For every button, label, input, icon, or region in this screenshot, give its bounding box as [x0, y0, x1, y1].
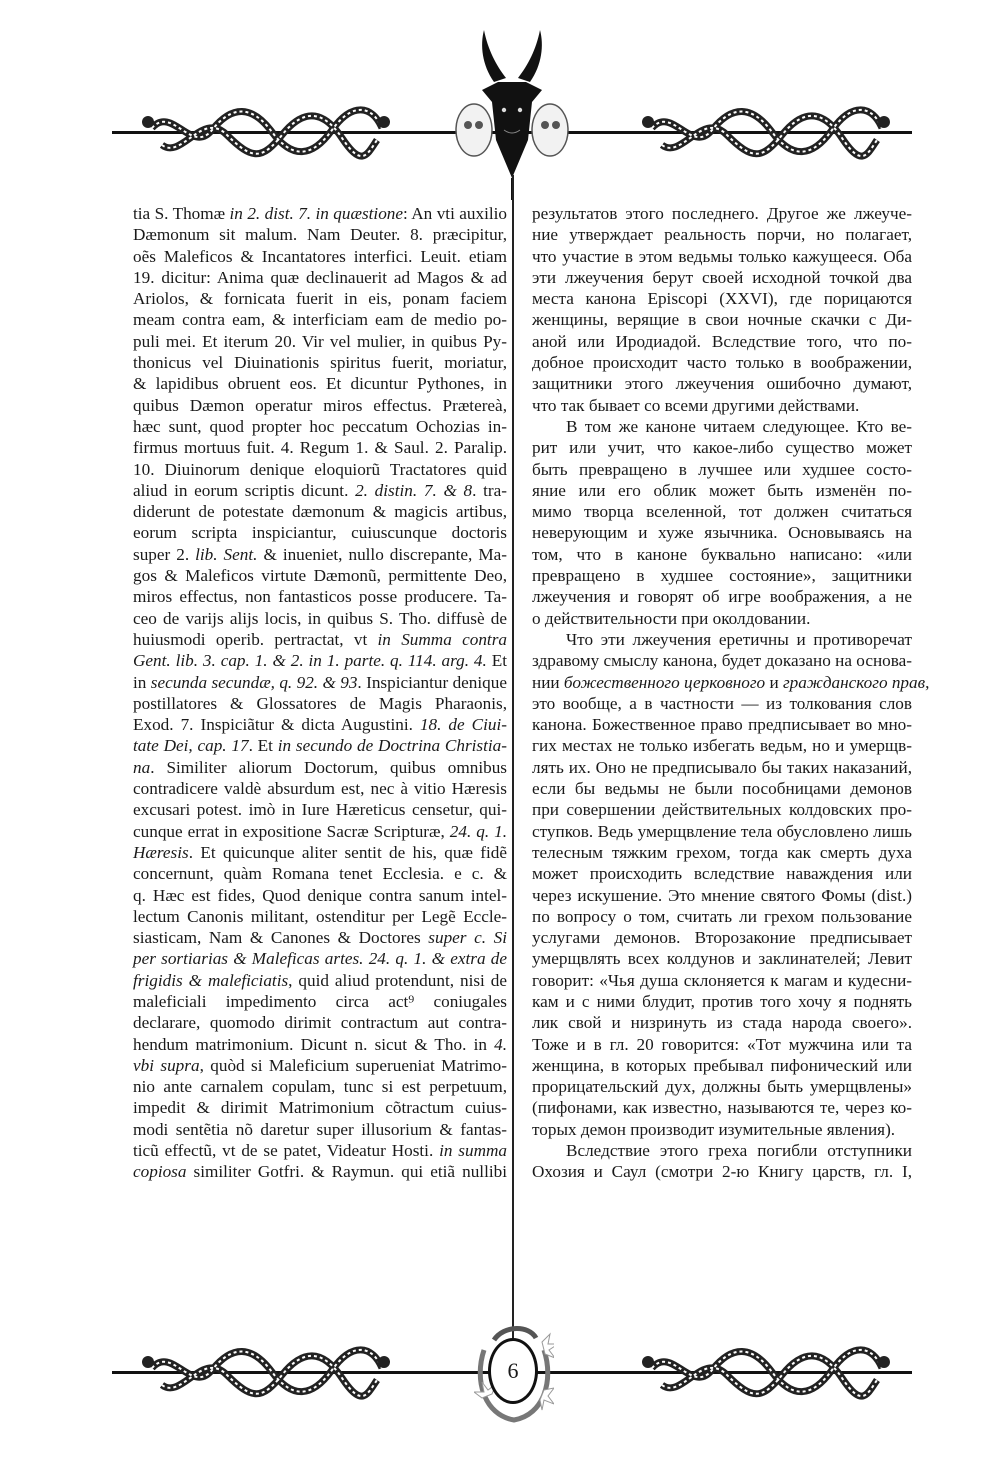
page-number: 6: [488, 1338, 538, 1404]
text-line: lectum Canonis militant, ostenditur per Legẽ Eccle-: [133, 906, 507, 926]
text-line: торых демон производит изумительные явления).: [532, 1119, 896, 1139]
text-line: super 2. lib. Sent. & inueniet, nullo discrepante, Ma-: [133, 544, 507, 564]
text-line: Вследствие этого греха погибли отступники: [566, 1141, 912, 1161]
text-line: если бы ведьмы не были пособницами демонов: [532, 779, 912, 799]
text-line: быть превращено в лучшее или худшее состо-: [532, 459, 912, 479]
text-line: телесным тяжким грехом, тогда как смерть духа: [532, 842, 912, 862]
text-line: В том же каноне читаем следующее. Кто ве-: [566, 416, 912, 436]
text-line: том, что в каноне буквально написано: «или: [532, 544, 912, 564]
page-number-medallion: [474, 1320, 554, 1430]
latin-text-column: [133, 203, 507, 1183]
text-line: прорицательский дух, должны быть умерщвлены»: [532, 1077, 912, 1097]
text-line: что участие в этом ведьмы только кажущееся. Оба: [532, 246, 912, 266]
text-line: 10. Diuinorum denique eloquiorũ Tractatores quid: [133, 459, 507, 479]
text-line: hendum matrimonium. Dicunt n. sicut & Tho. in 4.: [133, 1034, 507, 1054]
serpents-ornament-left-icon: [132, 100, 392, 164]
footer-ornament: [112, 1330, 912, 1420]
text-line: лжеучения и говорят об игре воображения, а не: [532, 587, 912, 607]
text-line: cunque errat in expositione Sacræ Scripturæ, 24. q. 1.: [133, 821, 507, 841]
text-line: puli mei. Et iterum 20. Vir vel mulier, in quibus Py-: [133, 331, 507, 351]
text-line: защитники этого лжеучения ошибочно думают,: [532, 374, 912, 394]
text-line: Gent. lib. 3. cap. 1. & 2. in 1. parte. q. 114. arg. 4. Et: [133, 651, 507, 671]
text-line: eorum scripta inspiciantur, cuiuscunque doctoris: [133, 523, 507, 543]
text-line: результатов этого последнего. Другое же лжеуче-: [532, 204, 912, 223]
text-line: Тоже и в гл. 20 говорится: «Тот мужчина или та: [532, 1034, 912, 1054]
text-line: Ariolos, & fornicata fuerit in eis, ponam faciem: [133, 289, 507, 309]
text-line: ticũ effectũ, vt de se patet, Videatur Hosti. in summa: [133, 1141, 507, 1161]
text-line: это вообще, а в частности — из толкования слов: [532, 693, 912, 713]
text-line: услугами демонов. Второзаконие предписывает: [532, 928, 912, 948]
header-ornament: [112, 90, 912, 180]
text-line: лять их. Оно не предписывало бы таких наказаний,: [532, 757, 912, 777]
text-line: thonicus vel Diuinationis spiritus fuerit, moriatur,: [133, 353, 507, 373]
text-line: неверующим и хуже язычника. Основываясь на: [532, 523, 912, 543]
text-line: per sortiarias & Maleficas artes. 24. q. 1. & extra de: [133, 949, 507, 969]
text-line: умерщвлять всех колдунов и заклинателей; Левит: [532, 949, 912, 969]
text-line: 19. dicitur: Anima quæ declinauerit ad Magos & ad: [133, 267, 507, 287]
text-line: aliud in eorum scriptis dicunt. 2. distin. 7. & 8. tra-: [133, 480, 507, 500]
text-line: hæc sunt, quod propter hoc peccatum Ochozias in-: [133, 416, 507, 436]
text-line: может происходить вследствие наваждения или: [532, 864, 912, 884]
text-line: na. Similiter aliorum Doctorum, quibus omnibus: [133, 757, 507, 777]
text-line: concernunt, quàm Romana tenet Ecclesia. e c. &: [133, 864, 507, 884]
text-line: in secunda secundæ, q. 92. & 93. Inspiciantur denique: [133, 672, 507, 692]
russian-text-column: [532, 203, 930, 1183]
text-line: & lapidibus obruent eos. Et dicuntur Pythones, in: [133, 374, 507, 394]
text-line: при совершении действительных колдовских про-: [532, 800, 912, 820]
serpents-ornament-right-icon: [632, 1340, 892, 1404]
text-line: miros effectus, non fantasticos posse producere. Ta-: [133, 587, 507, 607]
text-line: gos & Maleficos virtute Dæmonũ, permittente Deo,: [133, 566, 507, 586]
text-line: impedit & dirimit Matrimonium cõtractum cuius-: [133, 1098, 507, 1118]
text-line: что так бывает со всеми другими действами.: [532, 395, 860, 415]
text-line: ние утверждает реальность порчи, но полагает,: [532, 225, 912, 245]
text-line: по вопросу о том, считать ли грехом пользование: [532, 906, 912, 926]
text-line: места канона Episcopi (XXVI), где порицаются: [532, 289, 912, 309]
text-line: tate Dei, cap. 17. Et in secundo de Doctrina Christia-: [133, 736, 507, 756]
text-line: добное происходит часто только в воображении,: [532, 353, 912, 373]
text-line: declarare, quomodo dirimit contractum aut contra-: [133, 1013, 507, 1033]
text-line: diderunt de potestate dæmonum & magicis artibus,: [133, 502, 507, 522]
text-line: vbi supra, quòd si Maleficium superueniat Matrimo-: [133, 1055, 507, 1075]
text-line: meam contra eam, & interficiam eam de medio po-: [133, 310, 507, 330]
text-line: Exod. 7. Inspiciãtur & dicta Augustini. 18. de Ciui-: [133, 715, 507, 735]
text-line: modi sentẽtia nõ daretur super illusorium & fantas-: [133, 1119, 507, 1139]
serpents-ornament-left-icon: [132, 1340, 392, 1404]
text-line: рит или учит, что какое-либо существо может: [532, 438, 912, 458]
text-line: maleficiali impedimento circa act⁹ coniugales: [133, 991, 507, 1011]
text-line: siasticam, Nam & Canones & Doctores super c. Si: [133, 928, 507, 948]
text-line: contradicere valdè absurdum est, nec à vitio Hæresis: [133, 779, 507, 799]
text-line: превращено в худшее состояние», защитники: [532, 566, 912, 586]
column-divider: [512, 175, 514, 1365]
text-line: женщины, верящие в свои ночные скачки с Ди-: [532, 310, 912, 330]
text-line: женщина, в которых пребывал пифонический или: [532, 1055, 912, 1075]
text-line: нии божественного церковного и гражданского прав,: [532, 672, 930, 692]
text-line: яние или его облик может быть изменён по-: [532, 480, 912, 500]
text-line: говорит: «Чья душа склоняется к магам и кудесни-: [532, 970, 912, 990]
text-line: о действительности при околдовании.: [532, 608, 811, 628]
text-line: эти лжеучения берут своей исходной точкой два: [532, 267, 912, 287]
text-line: quibus Dæmon operatur miros effectus. Prætereà,: [133, 395, 507, 415]
text-line: Охозия и Саул (смотри 2-ю Книгу царств, гл. I,: [532, 1162, 912, 1182]
text-line: кам и с ними блудит, против того хочу я поднять: [532, 991, 912, 1011]
text-line: аной или Иродиадой. Вследствие того, что по-: [532, 331, 912, 351]
text-line: tia S. Thomæ in 2. dist. 7. in quæstione: An vti auxilio: [133, 204, 508, 223]
text-line: q. Hæc est fides, Quod denique contra sanum intel-: [133, 885, 507, 905]
text-line: здравому смыслу канона, будет доказано на основа-: [532, 651, 912, 671]
text-line: через искушение. Это мнение святого Фомы (dist.): [532, 885, 912, 905]
serpents-ornament-right-icon: [632, 100, 892, 164]
text-line: ступков. Ведь умерщвление тела обусловлено лишь: [532, 821, 912, 841]
text-line: excusari potest. imò in Iure Hæreticus censetur, qui-: [133, 800, 507, 820]
text-line: nio ante carnalem copulam, tunc si est perpetuum,: [133, 1077, 507, 1097]
text-line: ceo de varijs alijs locis, in quibus S. Tho. diffusè de: [133, 608, 507, 628]
text-line: канона. Божественное право предписывает во мно-: [532, 715, 912, 735]
text-line: copiosa similiter Gotfri. & Raymun. qui etiã nullibi: [133, 1162, 507, 1182]
text-line: firmus mortuus fuit. 4. Regum 1. & Saul. 2. Paralip.: [133, 438, 507, 458]
text-line: Hæresis. Et quicunque aliter sentit de his, quæ fidẽ: [133, 842, 507, 862]
text-line: (пифонами, как известно, называются те, через ко-: [532, 1098, 912, 1118]
text-line: Dæmonum sit malum. Nam Deuter. 8. præcipitur,: [133, 225, 507, 245]
text-line: гих местах не только избегать ведьм, но и умерщв-: [532, 736, 912, 756]
text-line: Что эти лжеучения еретичны и противоречат: [566, 629, 912, 649]
text-line: мимо творца вселенной, тот должен считаться: [532, 502, 912, 522]
text-line: postillatores & Glossatores de Magis Pharaonis,: [133, 693, 507, 713]
text-line: frigidis & maleficiatis, quid aliud protendunt, nisi de: [133, 970, 507, 990]
text-line: лик свой и низринуть из стада народа своего».: [532, 1013, 912, 1033]
text-line: huiusmodi operib. pertractat, vt in Summa contra: [133, 629, 507, 649]
text-line: oẽs Maleficos & Incantatores interfici. Leuit. etiam: [133, 246, 507, 266]
